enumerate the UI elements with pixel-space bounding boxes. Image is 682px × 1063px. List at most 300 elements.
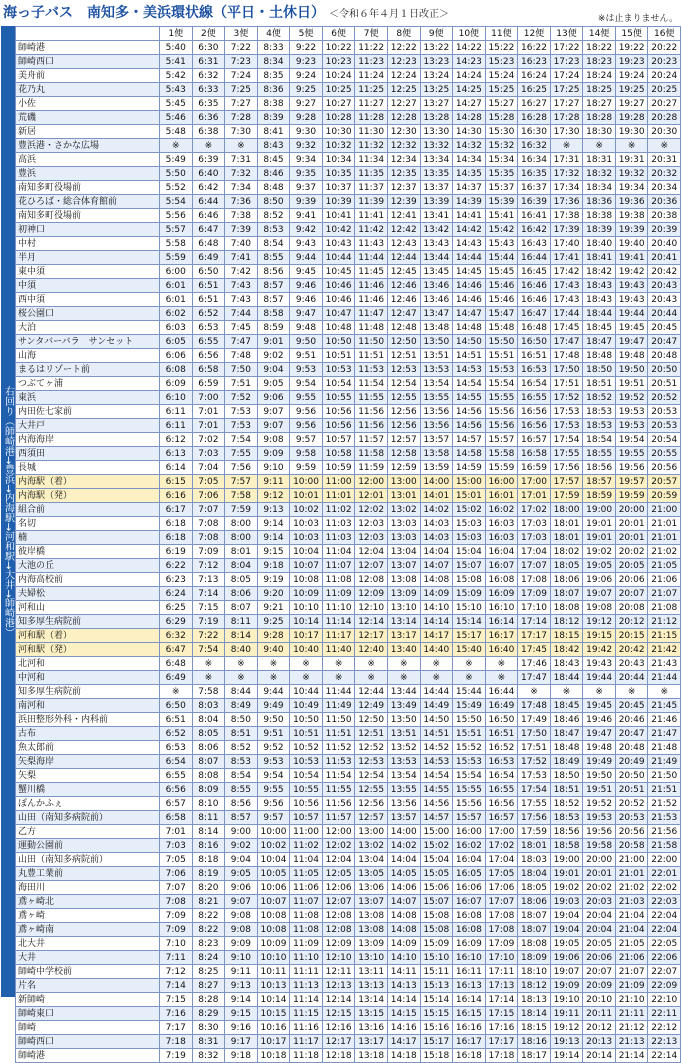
departure-time: 15:05 [420, 867, 453, 881]
departure-time: 16:14 [453, 993, 486, 1007]
departure-time: 6:49 [160, 671, 193, 685]
departure-time: 16:54 [518, 377, 551, 391]
departure-time: 5:52 [160, 181, 193, 195]
departure-time: 8:30 [192, 1021, 225, 1035]
departure-time: 7:53 [225, 419, 258, 433]
departure-time: 16:04 [453, 853, 486, 867]
stop-name: 乙方 [16, 825, 160, 839]
departure-time: 18:05 [518, 881, 551, 895]
stop-name: 組合前 [16, 503, 160, 517]
departure-time: 15:32 [485, 139, 518, 153]
departure-time: 11:08 [290, 909, 323, 923]
trip-header: 14便 [583, 27, 616, 41]
departure-time: 14:07 [387, 895, 420, 909]
departure-time: 10:10 [290, 601, 323, 615]
departure-time: 19:05 [550, 937, 583, 951]
departure-time: 6:47 [192, 223, 225, 237]
departure-time: 12:46 [387, 293, 420, 307]
departure-time: 9:05 [257, 377, 290, 391]
departure-time: 10:00 [257, 825, 290, 839]
departure-time: 13:58 [420, 447, 453, 461]
departure-time: 20:05 [615, 559, 648, 573]
departure-time: 19:25 [615, 83, 648, 97]
departure-time: 9:58 [290, 447, 323, 461]
departure-time: 10:17 [257, 1035, 290, 1049]
departure-time: 10:41 [322, 209, 355, 223]
departure-time: 14:58 [453, 447, 486, 461]
departure-time: 18:15 [518, 1021, 551, 1035]
departure-time: 8:08 [192, 769, 225, 783]
departure-time: 7:38 [225, 209, 258, 223]
departure-time: 18:47 [550, 727, 583, 741]
departure-time: 19:41 [615, 251, 648, 265]
departure-time: 22:07 [648, 965, 681, 979]
departure-time: 15:44 [453, 685, 486, 699]
departure-time: 7:07 [192, 503, 225, 517]
departure-time: 16:42 [518, 223, 551, 237]
departure-time: 8:07 [192, 755, 225, 769]
departure-time: 10:56 [290, 797, 323, 811]
departure-time: 15:09 [420, 937, 453, 951]
departure-time: 15:59 [485, 461, 518, 475]
trip-header: 1便 [160, 27, 193, 41]
departure-time: 19:50 [583, 769, 616, 783]
departure-time: 16:55 [518, 391, 551, 405]
departure-time: 6:01 [160, 293, 193, 307]
departure-time: 21:01 [648, 517, 681, 531]
table-row [16, 769, 681, 783]
departure-time: 8:56 [257, 265, 290, 279]
departure-time: 6:49 [192, 251, 225, 265]
departure-time: 12:56 [387, 419, 420, 433]
departure-time: 8:44 [225, 685, 258, 699]
departure-time: 9:54 [290, 377, 323, 391]
departure-time: 6:54 [160, 755, 193, 769]
departure-time: 19:47 [615, 335, 648, 349]
departure-time: 6:18 [160, 531, 193, 545]
stop-name: 師崎西口 [16, 55, 160, 69]
departure-time: 12:52 [355, 741, 388, 755]
departure-time: 8:05 [192, 727, 225, 741]
departure-time: 19:05 [583, 559, 616, 573]
departure-time: 13:09 [387, 587, 420, 601]
departure-time: 21:43 [648, 657, 681, 671]
departure-time: 16:17 [485, 629, 518, 643]
departure-time: 14:47 [453, 307, 486, 321]
departure-time: 16:56 [518, 405, 551, 419]
departure-time: 20:53 [648, 405, 681, 419]
departure-time: 17:02 [485, 839, 518, 853]
departure-time: 20:23 [648, 55, 681, 69]
departure-time: 10:51 [322, 349, 355, 363]
departure-time: 12:51 [355, 727, 388, 741]
table-row [16, 825, 681, 839]
departure-time: 13:00 [387, 475, 420, 489]
departure-time: 17:24 [550, 69, 583, 83]
departure-time: 7:34 [225, 181, 258, 195]
departure-time: 16:58 [518, 447, 551, 461]
departure-time: 17:01 [518, 489, 551, 503]
departure-time: 21:15 [648, 629, 681, 643]
stop-name: 豊浜 [16, 167, 160, 181]
departure-time: 20:30 [648, 125, 681, 139]
departure-time: 9:39 [290, 195, 323, 209]
departure-time: 6:46 [192, 209, 225, 223]
departure-time: 9:37 [290, 181, 323, 195]
departure-time: 12:45 [387, 265, 420, 279]
departure-time: 6:09 [160, 377, 193, 391]
table-row [16, 923, 681, 937]
table-row [16, 979, 681, 993]
departure-time: 18:03 [518, 853, 551, 867]
table-row [16, 363, 681, 377]
departure-time: 14:03 [420, 517, 453, 531]
departure-time: 18:55 [583, 447, 616, 461]
departure-time: 10:25 [322, 83, 355, 97]
departure-time: ※ [257, 671, 290, 685]
departure-time: 11:59 [355, 461, 388, 475]
departure-time: 7:07 [160, 881, 193, 895]
departure-time: 20:51 [615, 783, 648, 797]
table-row [16, 559, 681, 573]
stop-name: 内海高校前 [16, 573, 160, 587]
departure-time: 9:53 [257, 755, 290, 769]
departure-time: 18:39 [583, 223, 616, 237]
stop-name: 夫婦松 [16, 587, 160, 601]
table-row [16, 419, 681, 433]
trip-header: 3便 [225, 27, 258, 41]
departure-time: 6:57 [160, 797, 193, 811]
departure-time: 12:42 [387, 223, 420, 237]
departure-time: 20:49 [615, 755, 648, 769]
departure-time: 7:47 [225, 335, 258, 349]
stop-name: 新居 [16, 125, 160, 139]
departure-time: 6:51 [192, 293, 225, 307]
departure-time: 18:15 [550, 629, 583, 643]
trip-header: 5便 [290, 27, 323, 41]
departure-time: 8:36 [257, 83, 290, 97]
departure-time: 13:44 [387, 685, 420, 699]
departure-time: 18:08 [550, 601, 583, 615]
departure-time: 17:03 [518, 531, 551, 545]
departure-time: 8:05 [225, 573, 258, 587]
header [0, 0, 682, 26]
departure-time: 19:27 [615, 97, 648, 111]
departure-time: 21:58 [648, 839, 681, 853]
departure-time: 20:08 [615, 601, 648, 615]
stop-name: 片名 [16, 979, 160, 993]
departure-time: 18:06 [550, 573, 583, 587]
departure-time: 8:22 [192, 909, 225, 923]
departure-time: 9:32 [290, 139, 323, 153]
departure-time: 18:44 [550, 671, 583, 685]
departure-time: 18:56 [550, 825, 583, 839]
departure-time: ※ [225, 671, 258, 685]
departure-time: 19:24 [615, 69, 648, 83]
departure-time: 15:25 [485, 83, 518, 97]
departure-time: 12:35 [387, 167, 420, 181]
departure-time: 15:08 [453, 573, 486, 587]
departure-time: 8:52 [225, 741, 258, 755]
stop-name: 海田川 [16, 881, 160, 895]
departure-time: 12:06 [322, 881, 355, 895]
departure-time: 17:00 [518, 475, 551, 489]
departure-time: 11:58 [355, 447, 388, 461]
departure-time: 14:45 [453, 265, 486, 279]
departure-time: 9:49 [257, 699, 290, 713]
departure-time: 11:54 [355, 377, 388, 391]
departure-time: 18:43 [583, 279, 616, 293]
table-row [16, 167, 681, 181]
departure-time: 17:28 [550, 111, 583, 125]
departure-time: 5:50 [160, 167, 193, 181]
stop-name: 魚太郎前 [16, 741, 160, 755]
revision-date: ＜令和６年４月１日改正＞ [329, 9, 449, 20]
departure-time: 9:12 [257, 489, 290, 503]
departure-time: 10:54 [322, 377, 355, 391]
departure-time: 13:10 [387, 601, 420, 615]
departure-time: 18:38 [583, 209, 616, 223]
table-row [16, 517, 681, 531]
departure-time: 6:38 [192, 125, 225, 139]
departure-time: 15:48 [485, 321, 518, 335]
departure-time: 8:21 [192, 895, 225, 909]
departure-time: 6:32 [160, 629, 193, 643]
departure-time: 6:14 [160, 461, 193, 475]
departure-time: 8:45 [257, 153, 290, 167]
departure-time: 10:52 [290, 741, 323, 755]
departure-time: 11:48 [355, 321, 388, 335]
departure-time: 14:04 [420, 545, 453, 559]
departure-time: 16:56 [485, 797, 518, 811]
departure-time: 7:51 [225, 377, 258, 391]
departure-time: 20:34 [648, 181, 681, 195]
departure-time: 20:14 [583, 1049, 616, 1063]
departure-time: 14:40 [420, 643, 453, 657]
departure-time: 12:10 [355, 601, 388, 615]
departure-time: 20:50 [648, 363, 681, 377]
departure-time: 6:44 [192, 195, 225, 209]
departure-time: 14:56 [453, 405, 486, 419]
departure-time: 8:18 [192, 853, 225, 867]
departure-time: 12:09 [355, 587, 388, 601]
departure-time: 10:39 [322, 195, 355, 209]
departure-time: 7:14 [192, 587, 225, 601]
departure-time: 9:51 [257, 727, 290, 741]
departure-time: 8:59 [257, 321, 290, 335]
departure-time: 6:12 [160, 433, 193, 447]
departure-time: 19:54 [615, 433, 648, 447]
table-row [16, 55, 681, 69]
departure-time: 20:03 [583, 895, 616, 909]
departure-time: 9:14 [257, 517, 290, 531]
departure-time: 15:02 [420, 839, 453, 853]
departure-time: 13:30 [420, 125, 453, 139]
departure-time: 5:49 [160, 153, 193, 167]
departure-time: 6:48 [192, 237, 225, 251]
stop-header-cell [16, 27, 160, 41]
departure-time: 11:15 [290, 1007, 323, 1021]
departure-time: 19:42 [615, 265, 648, 279]
departure-time: 12:47 [387, 307, 420, 321]
departure-time: 6:58 [192, 363, 225, 377]
departure-time: 16:05 [453, 867, 486, 881]
stop-name: 師崎東口 [16, 1007, 160, 1021]
departure-time: 13:01 [387, 489, 420, 503]
departure-time: 19:06 [550, 951, 583, 965]
departure-time: 16:08 [453, 923, 486, 937]
departure-time: 10:32 [322, 139, 355, 153]
departure-time: 12:48 [387, 321, 420, 335]
departure-time: 12:17 [355, 629, 388, 643]
departure-time: 11:47 [355, 307, 388, 321]
departure-time: 10:08 [290, 573, 323, 587]
departure-time: 17:08 [485, 909, 518, 923]
departure-time: 20:07 [615, 587, 648, 601]
departure-time: 11:43 [355, 237, 388, 251]
departure-time: 13:17 [355, 1035, 388, 1049]
departure-time: 19:57 [615, 475, 648, 489]
departure-time: 20:48 [615, 741, 648, 755]
departure-time: 20:55 [648, 447, 681, 461]
departure-time: 17:04 [518, 545, 551, 559]
departure-time: 21:05 [648, 559, 681, 573]
departure-time: 16:08 [453, 909, 486, 923]
departure-time: 17:13 [485, 979, 518, 993]
timetable [15, 26, 681, 1063]
departure-time: 15:17 [420, 1035, 453, 1049]
departure-time: 8:16 [192, 839, 225, 853]
departure-time: 10:58 [322, 447, 355, 461]
departure-time: 10:02 [257, 839, 290, 853]
departure-time: 9:56 [290, 405, 323, 419]
stop-name: 大井戸 [16, 419, 160, 433]
departure-time: 9:00 [225, 825, 258, 839]
departure-time: 8:23 [192, 937, 225, 951]
departure-time: 17:47 [518, 671, 551, 685]
departure-time: 19:12 [583, 615, 616, 629]
departure-time: 18:51 [550, 783, 583, 797]
departure-time: 20:00 [615, 503, 648, 517]
departure-time: 15:37 [485, 181, 518, 195]
departure-time: 12:10 [322, 951, 355, 965]
departure-time: 22:14 [648, 1049, 681, 1063]
departure-time: 12:11 [322, 965, 355, 979]
departure-time: 5:48 [160, 125, 193, 139]
departure-time: 15:42 [485, 223, 518, 237]
departure-time: 6:19 [160, 545, 193, 559]
table-row [16, 475, 681, 489]
departure-time: 17:57 [550, 475, 583, 489]
departure-time: 10:13 [257, 979, 290, 993]
departure-time: 15:15 [420, 1007, 453, 1021]
departure-time: 19:14 [550, 1049, 583, 1063]
departure-time: 10:50 [290, 713, 323, 727]
departure-time: 8:14 [225, 629, 258, 643]
departure-time: 10:08 [257, 909, 290, 923]
departure-time: 5:57 [160, 223, 193, 237]
departure-time: 6:02 [160, 307, 193, 321]
stop-name: 名切 [16, 517, 160, 531]
departure-time: 14:53 [420, 755, 453, 769]
departure-time: 18:30 [583, 125, 616, 139]
departure-time: 18:28 [583, 111, 616, 125]
departure-time: 10:56 [322, 419, 355, 433]
departure-time: 14:46 [453, 279, 486, 293]
departure-time: 16:41 [518, 209, 551, 223]
departure-time: 12:14 [322, 993, 355, 1007]
departure-time: 17:09 [518, 587, 551, 601]
departure-time: 14:08 [387, 923, 420, 937]
departure-time: 5:58 [160, 237, 193, 251]
departure-time: 9:56 [257, 797, 290, 811]
departure-time: 20:45 [648, 321, 681, 335]
departure-time: 20:45 [615, 699, 648, 713]
departure-time: 8:57 [225, 811, 258, 825]
departure-time: 17:30 [550, 125, 583, 139]
departure-time: 21:00 [615, 853, 648, 867]
departure-time: 18:58 [550, 839, 583, 853]
departure-time: 18:41 [583, 251, 616, 265]
departure-time: 12:24 [387, 69, 420, 83]
trip-header: 2便 [192, 27, 225, 41]
departure-time: 17:45 [550, 321, 583, 335]
departure-time: 16:46 [518, 293, 551, 307]
departure-time: 19:01 [583, 517, 616, 531]
departure-time: 17:34 [550, 181, 583, 195]
departure-time: 7:12 [192, 559, 225, 573]
departure-time: 7:15 [160, 993, 193, 1007]
stop-name: 内田佐七家前 [16, 405, 160, 419]
trip-header: 4便 [257, 27, 290, 41]
table-row [16, 251, 681, 265]
departure-time: 9:25 [290, 83, 323, 97]
departure-time: 15:56 [453, 797, 486, 811]
departure-time: 18:51 [583, 377, 616, 391]
departure-time: 8:52 [257, 209, 290, 223]
departure-time: 18:53 [583, 405, 616, 419]
departure-time: 12:00 [322, 825, 355, 839]
departure-time: 11:40 [322, 643, 355, 657]
departure-time: 17:50 [550, 363, 583, 377]
departure-time: 9:25 [257, 615, 290, 629]
departure-time: 16:30 [518, 125, 551, 139]
departure-time: 10:59 [322, 461, 355, 475]
departure-time: 11:30 [355, 125, 388, 139]
departure-time: 20:28 [648, 111, 681, 125]
departure-time: 11:03 [322, 517, 355, 531]
stop-name: 知多厚生病院前 [16, 685, 160, 699]
departure-time: 16:02 [485, 503, 518, 517]
departure-time: 8:04 [192, 713, 225, 727]
departure-time: 13:56 [420, 419, 453, 433]
departure-time: 10:37 [322, 181, 355, 195]
departure-time: 14:24 [453, 69, 486, 83]
departure-time: 17:00 [485, 825, 518, 839]
departure-time: 8:22 [192, 923, 225, 937]
departure-time: 12:14 [355, 615, 388, 629]
departure-time: 17:36 [550, 195, 583, 209]
departure-time: 19:42 [583, 643, 616, 657]
departure-time: 18:23 [583, 55, 616, 69]
departure-time: 12:44 [387, 251, 420, 265]
departure-time: 17:07 [518, 559, 551, 573]
departure-time: 10:43 [322, 237, 355, 251]
departure-time: 14:55 [453, 391, 486, 405]
departure-time: 17:17 [518, 629, 551, 643]
header-row [16, 27, 681, 41]
departure-time: 10:16 [257, 1021, 290, 1035]
